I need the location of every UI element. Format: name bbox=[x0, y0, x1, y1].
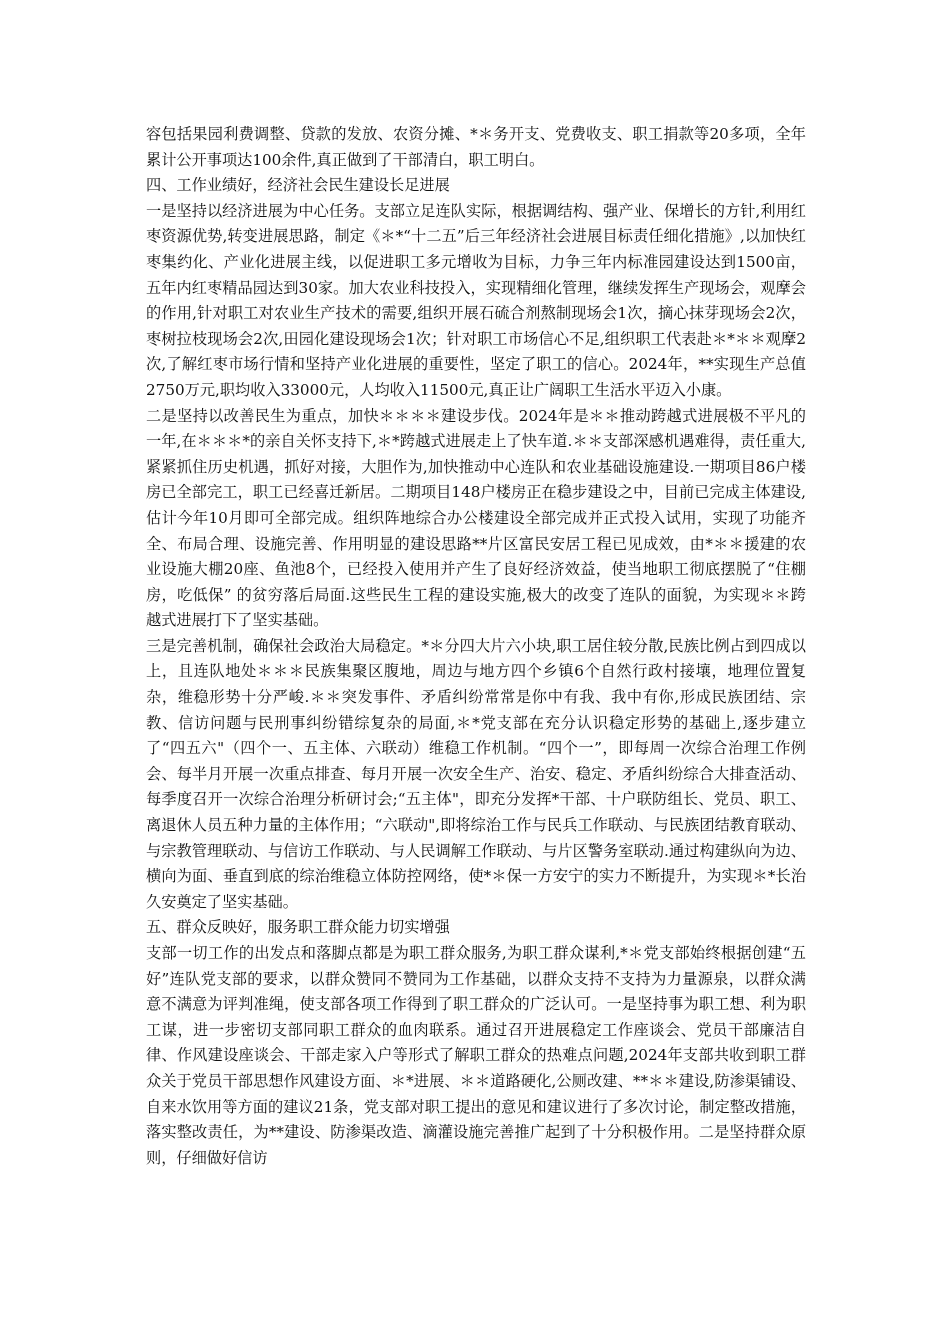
section-heading-4: 四、工作业绩好，经济社会民生建设长足进展 bbox=[146, 176, 450, 195]
paragraph-service: 支部一切工作的出发点和落脚点都是为职工群众服务,为职工群众谋利,*＊党支部始终根据创建“五好”连队党支部的要求，以群众赞同不赞同为工作基础，以群众支持不支持为力量源泉，以群众满意不满意为评判准绳，使支部各项工作得到了职工群众的广泛认可。一是坚持事为职工想、利为职工谋，进一步密切支部同职工群众的血肉联系。通过召开进展稳定工作座谈会、党员干部廉洁自律、作风建设座谈会、干部走家入户等形式了解职工群众的热难点问题,2024年支部共收到职工群众关于党员干部思想作风建设方面、＊*进展、＊＊道路硬化,公厕改建、**＊＊建设,防渗渠铺设、自来水饮用等方面的建议21条，党支部对职工提出的意见和建议进行了多次讨论，制定整改措施，落实整改责任，为**建设、防渗渠改造、滴灌设施完善推广起到了十分积极作用。二是坚持群众原则，仔细做好信访 bbox=[146, 944, 806, 1167]
document-body bbox=[146, 122, 806, 1171]
paragraph-economy: 一是坚持以经济进展为中心任务。支部立足连队实际，根据调结构、强产业、保增长的方针,利用红枣资源优势,转变进展思路，制定《＊*“十二五”后三年经济社会进展目标责任细化措施》,以加快红枣集约化、产业化进展主线，以促进职工多元增收为目标，力争三年内标准园建设达到1500亩，五年内红枣精品园达到30家。加大农业科技投入，实现精细化管理，继续发挥生产现场会，观摩会的作用,针对职工对农业生产技术的需要,组织开展石硫合剂熬制现场会1次，摘心抹芽现场会2次，枣树拉枝现场会2次,田园化建设现场会1次；针对职工市场信心不足,组织职工代表赴＊*＊＊观摩2次,了解红枣市场行情和坚持产业化进展的重要性，坚定了职工的信心。2024年，**实现生产总值2750万元,职均收入33000元，人均收入11500元,真正让广阔职工生活水平迈入小康。 bbox=[146, 201, 806, 399]
paragraph-livelihood: 二是坚持以改善民生为重点，加快＊＊＊＊建设步伐。2024年是＊＊推动跨越式进展极不平凡的一年,在＊＊＊*的亲自关怀支持下,＊*跨越式进展走上了快车道.＊＊支部深感机遇难得，责任重大,紧紧抓住历史机遇，抓好对接，大胆作为,加快推动中心连队和农业基础设施建设.一期项目86户楼房已全部完工，职工已经喜迁新居。二期项目148户楼房正在稳步建设之中，目前已完成主体建设,估计今年10月即可全部完成。组织阵地综合办公楼建设全部完成并正式投入试用，实现了功能齐全、布局合理、设施完善、作用明显的建设思路**片区富民安居工程已见成效，由*＊＊援建的农业设施大棚20座、鱼池8个，已经投入使用并产生了良好经济效益，使当地职工彻底摆脱了“住棚房，吃低保” 的贫穷落后局面.这些民生工程的建设实施,极大的改变了连队的面貌，为实现＊＊跨越式进展打下了坚实基础。 bbox=[146, 406, 806, 630]
paragraph-stability: 三是完善机制，确保社会政治大局稳定。*＊分四大片六小块,职工居住较分散,民族比例占到四成以上，且连队地处＊＊＊民族集聚区腹地，周边与地方四个乡镇6个自然行政村接壤，地理位置复杂，维稳形势十分严峻.＊＊突发事件、矛盾纠纷常常是你中有我、我中有你,形成民族团结、宗教、信访问题与民刑事纠纷错综复杂的局面,＊*党支部在充分认识稳定形势的基础上,逐步建立了“四五六"（四个一、五主体、六联动）维稳工作机制。“四个一”，即每周一次综合治理工作例会、每半月开展一次重点排查、每月开展一次安全生产、治安、稳定、矛盾纠纷综合大排查活动、每季度召开一次综合治理分析研讨会;“五主体"，即充分发挥*干部、十户联防组长、党员、职工、离退休人员五种力量的主体作用；“六联动",即将综治工作与民兵工作联动、与民族团结教育联动、与宗教管理联动、与信访工作联动、与人民调解工作联动、与片区警务室联动.通过构建纵向为边、横向为面、垂直到底的综治维稳立体防控网络，使*＊保一方安宁的实力不断提升，为实现＊*长治久安奠定了坚实基础。 bbox=[146, 636, 807, 911]
paragraph-continuation: 容包括果园利费调整、贷款的发放、农资分摊、*＊务开支、党费收支、职工捐款等20多项，全年累计公开事项达100余件,真正做到了干部清白，职工明白。 bbox=[146, 125, 806, 169]
section-heading-5: 五、群众反映好，服务职工群众能力切实增强 bbox=[146, 918, 450, 937]
